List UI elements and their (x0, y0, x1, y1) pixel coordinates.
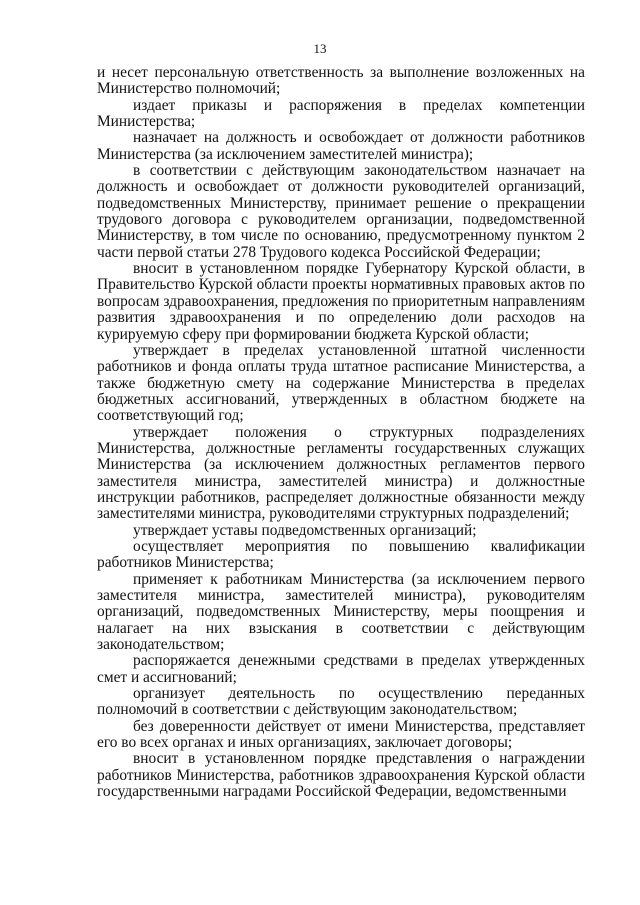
paragraph: вносит в установленном порядке представления о награждении работников Министерства, работников здравоохранения Курской области государственными наградами Российской Федерации, ведомственными (97, 750, 585, 801)
document-body (97, 65, 585, 800)
paragraph: организует деятельность по осуществлению переданных полномочий в соответствии с действующим законодательством; (97, 685, 585, 719)
paragraph: вносит в установленном порядке Губернатору Курской области, в Правительство Курской области проекты нормативных правовых актов по вопросам здравоохранения, предложения по приоритетным направлениям развития здравоохранения и по определению доли расходов на курируемую сферу при формировании бюджета Курской области; (97, 260, 585, 343)
paragraph: применяет к работникам Министерства (за исключением первого заместителя министра, заместителей министра), руководителям организаций, подведомственных Министерству, меры поощрения и налагает на них взыскания в соответствии с действующим законодательством; (97, 570, 585, 654)
paragraph: распоряжается денежными средствами в пределах утвержденных смет и ассигнований; (97, 652, 585, 686)
paragraph: издает приказы и распоряжения в пределах компетенции Министерства; (97, 96, 585, 131)
paragraph: назначает на должность и освобождает от должности работников Министерства (за исключением заместителей министра); (97, 129, 585, 163)
paragraph: осуществляет мероприятия по повышению квалификации работников Министерства; (97, 537, 585, 572)
page-number: 13 (313, 41, 327, 56)
paragraph: утверждает положения о структурных подразделениях Министерства, должностные регламенты государственных служащих Министерства (за исключением должностных регламентов первого заместителя министра, заместителей министра) и должностные инструкции работников, распределяет должностные обязанности между заместителями министра, руководителями структурных подразделений; (97, 423, 585, 523)
paragraph: в соответствии с действующим законодательством назначает на должность и освобождает от должности руководителей организаций, подведомственных Министерству, принимает решение о прекращении трудового договора с руководителем организации, подведомственной Министерству, в том числе по основанию, предусмотренному пунктом 2 части первой статьи 278 Трудового кодекса Российской Федерации; (97, 162, 585, 261)
paragraph: утверждает уставы подведомственных организаций; (133, 521, 477, 539)
paragraph: без доверенности действует от имени Министерства, представляет его во всех органах и иных организациях, заключает договоры; (97, 717, 585, 752)
paragraph: утверждает в пределах установленной штатной численности работников и фонда оплаты труда штатное расписание Министерства, а также бюджетную смету на содержание Министерства в пределах бюджетных ассигнований, утвержденных в областном бюджете на соответствующий год; (97, 341, 585, 425)
paragraph-continued: и несет персональную ответственность за выполнение возложенных на Министерство полномочий; (97, 64, 585, 98)
